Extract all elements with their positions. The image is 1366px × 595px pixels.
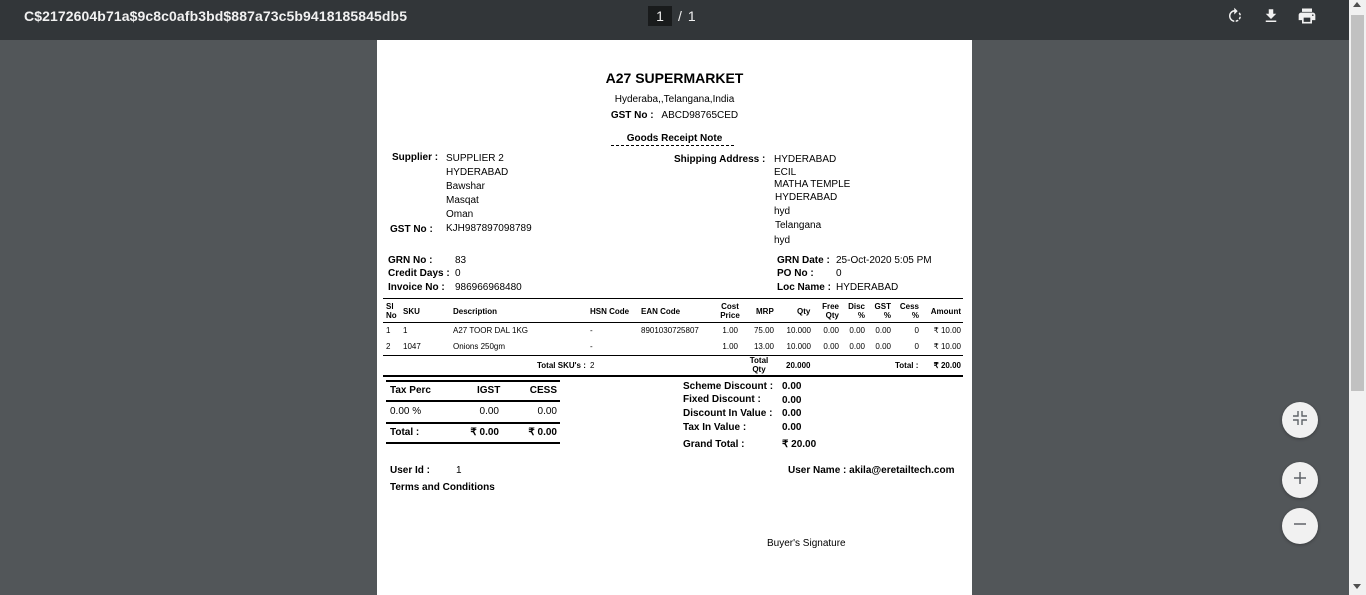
invoice-no-label: Invoice No :	[388, 282, 445, 293]
supplier-gst-label: GST No :	[390, 224, 433, 235]
zoom-out-button[interactable]	[1282, 508, 1318, 544]
cell-mrp: 13.00	[753, 342, 774, 351]
col-header-description: Description	[453, 307, 498, 316]
total-qty-label: Total Qty	[749, 356, 769, 374]
zoom-in-button[interactable]	[1282, 462, 1318, 498]
store-name: A27 SUPERMARKET	[605, 70, 744, 86]
col-header-mrp: MRP	[756, 307, 774, 316]
tax-table-top-rule	[386, 380, 560, 382]
cell-gst: 0.00	[875, 342, 891, 351]
col-header-qty: Qty	[797, 307, 811, 316]
col-header-cess: Cess %	[899, 302, 919, 320]
shipping-line: HYDERABAD	[775, 192, 838, 203]
cell-disc: 0.00	[849, 342, 865, 351]
shipping-line: MATHA TEMPLE	[774, 179, 851, 190]
tax-table-bottom-rule	[386, 442, 560, 444]
grand-total-label: Grand Total :	[683, 439, 745, 450]
cell-mrp: 75.00	[753, 326, 774, 335]
supplier-line: HYDERABAD	[446, 167, 509, 178]
cell-hsn: -	[590, 342, 593, 351]
total-skus-label: Total SKU's :	[537, 361, 586, 370]
pdf-page	[377, 40, 972, 595]
cell-ean: 8901030725807	[641, 326, 699, 335]
col-header-sl-no: Sl No	[386, 302, 397, 320]
page-separator: /	[678, 8, 682, 24]
user-id-label: User Id :	[390, 465, 431, 476]
scrollbar-thumb[interactable]	[1351, 15, 1364, 391]
cell-cess: 0	[914, 342, 919, 351]
grn-date-label: GRN Date :	[777, 255, 830, 266]
scroll-up-arrow[interactable]	[1353, 2, 1361, 7]
shipping-line: hyd	[774, 235, 791, 246]
table-body-rule	[383, 355, 963, 356]
store-gst	[377, 110, 972, 121]
rotate-button[interactable]	[1223, 6, 1247, 30]
grn-date-value: 25-Oct-2020 5:05 PM	[836, 255, 932, 266]
total-skus-value: 2	[590, 361, 595, 370]
user-name-label: User Name :	[788, 465, 847, 476]
cell-amount: ₹ 10.00	[933, 342, 961, 351]
tax-table-body-rule	[386, 422, 560, 424]
fit-to-page-icon	[1292, 410, 1308, 431]
tax-header-igst: IGST	[477, 385, 501, 396]
store-address: Hyderaba,,Telangana,India	[614, 94, 735, 105]
cell-cess: 0	[914, 326, 919, 335]
cell-description: Onions 250gm	[453, 342, 506, 351]
shipping-label: Shipping Address :	[674, 154, 766, 165]
cell-sku: 1	[403, 326, 408, 335]
terms-and-conditions: Terms and Conditions	[390, 482, 495, 493]
credit-days-label: Credit Days :	[388, 268, 450, 279]
store-gst-label: GST No :	[610, 110, 654, 121]
tax-in-value-label: Tax In Value :	[683, 422, 747, 433]
title-underline	[611, 145, 734, 146]
download-button[interactable]	[1259, 6, 1283, 30]
po-no-value: 0	[836, 268, 842, 279]
loc-name-label: Loc Name :	[777, 282, 831, 293]
grand-total-value: ₹ 20.00	[782, 439, 817, 450]
col-header-hsn-code: HSN Code	[590, 307, 630, 316]
cell-description: A27 TOOR DAL 1KG	[453, 326, 528, 335]
zoom-out-icon	[1292, 516, 1308, 537]
cell-amount: ₹ 10.00	[933, 326, 961, 335]
shipping-line: hyd	[774, 206, 791, 217]
cell-cost: 1.00	[722, 342, 738, 351]
user-name	[788, 465, 955, 476]
scheme-discount-value: 0.00	[782, 381, 802, 392]
shipping-line: Telangana	[775, 220, 822, 231]
cell-disc: 0.00	[849, 326, 865, 335]
table-header-rule	[383, 322, 963, 323]
col-header-amount: Amount	[930, 307, 961, 316]
document-title: Goods Receipt Note	[626, 133, 723, 144]
vertical-scrollbar[interactable]	[1349, 0, 1366, 595]
col-header-disc: Disc %	[848, 302, 865, 320]
zoom-in-icon	[1292, 470, 1308, 491]
col-header-cost-price: Cost Price	[720, 302, 740, 320]
file-title: C$2172604b71a$9c8c0afb3bd$887a73c5b9418185845db5	[24, 8, 408, 24]
print-icon	[1297, 6, 1317, 31]
cell-gst: 0.00	[875, 326, 891, 335]
po-no-label: PO No :	[777, 268, 814, 279]
supplier-line: Oman	[446, 209, 474, 220]
fixed-discount-label: Fixed Discount :	[683, 394, 761, 405]
items-total-label: Total :	[895, 361, 919, 370]
col-header-free-qty: Free Qty	[822, 302, 839, 320]
tax-total-igst: ₹ 0.00	[470, 427, 499, 438]
cell-sl: 2	[386, 342, 391, 351]
total-qty-value: 20.000	[786, 361, 811, 370]
total-pages: 1	[687, 8, 696, 24]
tax-total-cess: ₹ 0.00	[528, 427, 557, 438]
tax-table-header-rule	[386, 400, 560, 402]
tax-row-cess: 0.00	[537, 406, 557, 417]
table-top-rule	[383, 298, 963, 299]
cell-qty: 10.000	[786, 326, 811, 335]
download-icon	[1262, 7, 1280, 30]
cell-qty: 10.000	[786, 342, 811, 351]
cell-sku: 1047	[403, 342, 421, 351]
cell-free-qty: 0.00	[823, 342, 839, 351]
tax-header-cess: CESS	[529, 385, 557, 396]
items-total-value: ₹ 20.00	[933, 361, 961, 370]
supplier-label: Supplier :	[392, 152, 439, 163]
supplier-line: Bawshar	[446, 181, 485, 192]
grn-no-label: GRN No :	[388, 255, 433, 266]
supplier-line: Masqat	[446, 195, 479, 206]
cell-cost: 1.00	[722, 326, 738, 335]
current-page-input[interactable]: 1	[648, 6, 672, 26]
discount-in-value-value: 0.00	[782, 408, 802, 419]
pdf-toolbar	[0, 0, 1349, 40]
fit-to-page-button[interactable]	[1282, 402, 1318, 438]
store-gst-value: ABCD98765CED	[661, 110, 739, 121]
supplier-line: SUPPLIER 2	[446, 153, 504, 164]
shipping-line: HYDERABAD	[774, 154, 837, 165]
user-id-value: 1	[456, 465, 462, 476]
print-button[interactable]	[1295, 6, 1319, 30]
cell-hsn: -	[590, 326, 593, 335]
cell-sl: 1	[386, 326, 391, 335]
page-indicator	[648, 6, 696, 26]
tax-row-igst: 0.00	[479, 406, 499, 417]
fixed-discount-value: 0.00	[782, 395, 802, 406]
scheme-discount-label: Scheme Discount :	[683, 381, 774, 392]
tax-row-perc: 0.00 %	[390, 406, 422, 417]
credit-days-value: 0	[455, 268, 461, 279]
grn-no-value: 83	[455, 255, 467, 266]
col-header-gst: GST %	[874, 302, 891, 320]
tax-in-value-value: 0.00	[782, 422, 802, 433]
buyers-signature: Buyer's Signature	[767, 538, 846, 549]
discount-in-value-label: Discount In Value :	[683, 408, 773, 419]
loc-name-value: HYDERABAD	[836, 282, 899, 293]
tax-header-perc: Tax Perc	[390, 385, 431, 396]
col-header-ean-code: EAN Code	[641, 307, 681, 316]
supplier-gst-value: KJH987897098789	[446, 223, 532, 234]
table-bottom-rule	[383, 375, 963, 377]
scroll-down-arrow[interactable]	[1353, 584, 1361, 589]
invoice-no-value: 986966968480	[455, 282, 522, 293]
cell-free-qty: 0.00	[823, 326, 839, 335]
rotate-icon	[1226, 7, 1244, 30]
col-header-sku: SKU	[403, 307, 420, 316]
tax-total-label: Total :	[390, 427, 420, 438]
user-name-value: akila@eretailtech.com	[849, 465, 955, 476]
shipping-line: ECIL	[774, 167, 797, 178]
